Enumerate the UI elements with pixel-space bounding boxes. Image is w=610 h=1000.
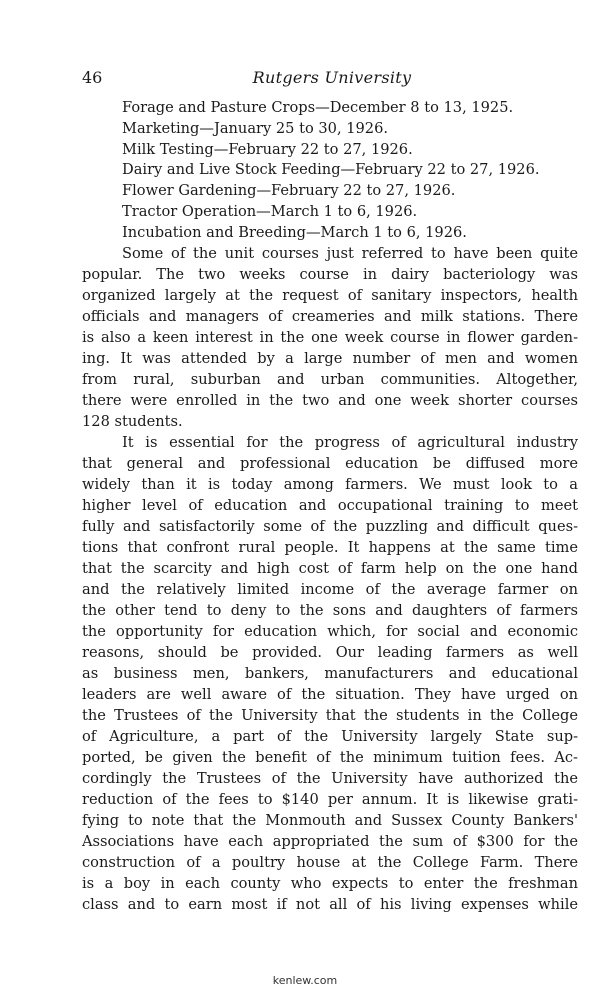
course-item: Forage and Pasture Crops—December 8 to 13, 1925. <box>122 99 514 116</box>
paragraph-1-line: is also a keen interest in the one week course in flower garden- <box>82 329 578 346</box>
running-title: Rutgers University <box>252 68 412 87</box>
paragraph-2-line: cordingly the Trustees of the University have authorized the <box>82 770 578 787</box>
paragraph-2-line: is a boy in each county who expects to enter the freshman <box>82 875 578 892</box>
course-item: Milk Testing—February 22 to 27, 1926. <box>122 140 413 158</box>
paragraph-2-line: the Trustees of the University that the students in the College <box>82 707 578 724</box>
paragraph-2-line: ported, be given the benefit of the minimum tuition fees. Ac- <box>82 749 578 766</box>
paragraph-2-line: and the relatively limited income of the average farmer on <box>82 581 578 598</box>
paragraph-1-line: officials and managers of creameries and milk stations. There <box>82 308 578 325</box>
course-list <box>122 98 592 244</box>
course-item: Incubation and Breeding—March 1 to 6, 1926. <box>122 223 467 241</box>
page-header <box>82 68 582 92</box>
paragraph-1-line: ing. It was attended by a large number of men and women <box>82 350 578 367</box>
paragraph-2-line: that the scarcity and high cost of farm help on the one hand <box>82 560 578 577</box>
paragraph-2-line: It is essential for the progress of agricultural industry <box>122 434 578 451</box>
course-item: Dairy and Live Stock Feeding—February 22 to 27, 1926. <box>122 161 540 179</box>
paragraph-2-line: higher level of education and occupational training to meet <box>82 497 578 514</box>
paragraph-2-line: the other tend to deny to the sons and daughters of farmers <box>82 602 578 619</box>
paragraph-2-line: fying to note that the Monmouth and Sussex County Bankers' <box>82 812 578 829</box>
paragraph-1-line: Some of the unit courses just referred to have been quite <box>122 245 578 262</box>
paragraph-1-line: organized largely at the request of sanitary inspectors, health <box>82 287 578 304</box>
paragraph-2-line: widely than it is today among farmers. We must look to a <box>82 476 578 493</box>
paragraph-1-line: from rural, suburban and urban communities. Altogether, <box>82 371 578 388</box>
paragraph-2-line: reduction of the fees to $140 per annum. It is likewise grati- <box>82 791 578 808</box>
paragraph-1-line: there were enrolled in the two and one week shorter courses <box>82 392 578 409</box>
paragraph-2-line: class and to earn most if not all of his living expenses while <box>82 896 578 913</box>
paragraph-1-line: popular. The two weeks course in dairy bacteriology was <box>82 266 578 283</box>
paragraph-2-line: reasons, should be provided. Our leading farmers as well <box>82 644 578 661</box>
body-text <box>82 243 578 915</box>
paragraph-2-line: as business men, bankers, manufacturers and educational <box>82 665 578 682</box>
course-item: Tractor Operation—March 1 to 6, 1926. <box>122 202 418 220</box>
course-item: Flower Gardening—February 22 to 27, 1926. <box>122 182 456 200</box>
paragraph-1-line: 128 students. <box>82 413 183 430</box>
paragraph-2-line: leaders are well aware of the situation. They have urged on <box>82 686 578 703</box>
paragraph-2-line: construction of a poultry house at the College Farm. There <box>82 854 578 871</box>
paragraph-2-line: of Agriculture, a part of the University largely State sup- <box>82 728 578 745</box>
watermark-footer: kenlew.com <box>272 974 338 987</box>
paragraph-2-line: fully and satisfactorily some of the puzzling and difficult ques- <box>82 518 578 535</box>
paragraph-2-line: the opportunity for education which, for social and economic <box>82 623 578 640</box>
course-item: Marketing—January 25 to 30, 1926. <box>122 119 389 137</box>
paragraph-2-line: Associations have each appropriated the sum of $300 for the <box>82 833 578 850</box>
page-number: 46 <box>82 68 103 87</box>
paragraph-2-line: tions that confront rural people. It happens at the same time <box>82 539 578 556</box>
paragraph-2-line: that general and professional education be diffused more <box>82 455 578 472</box>
